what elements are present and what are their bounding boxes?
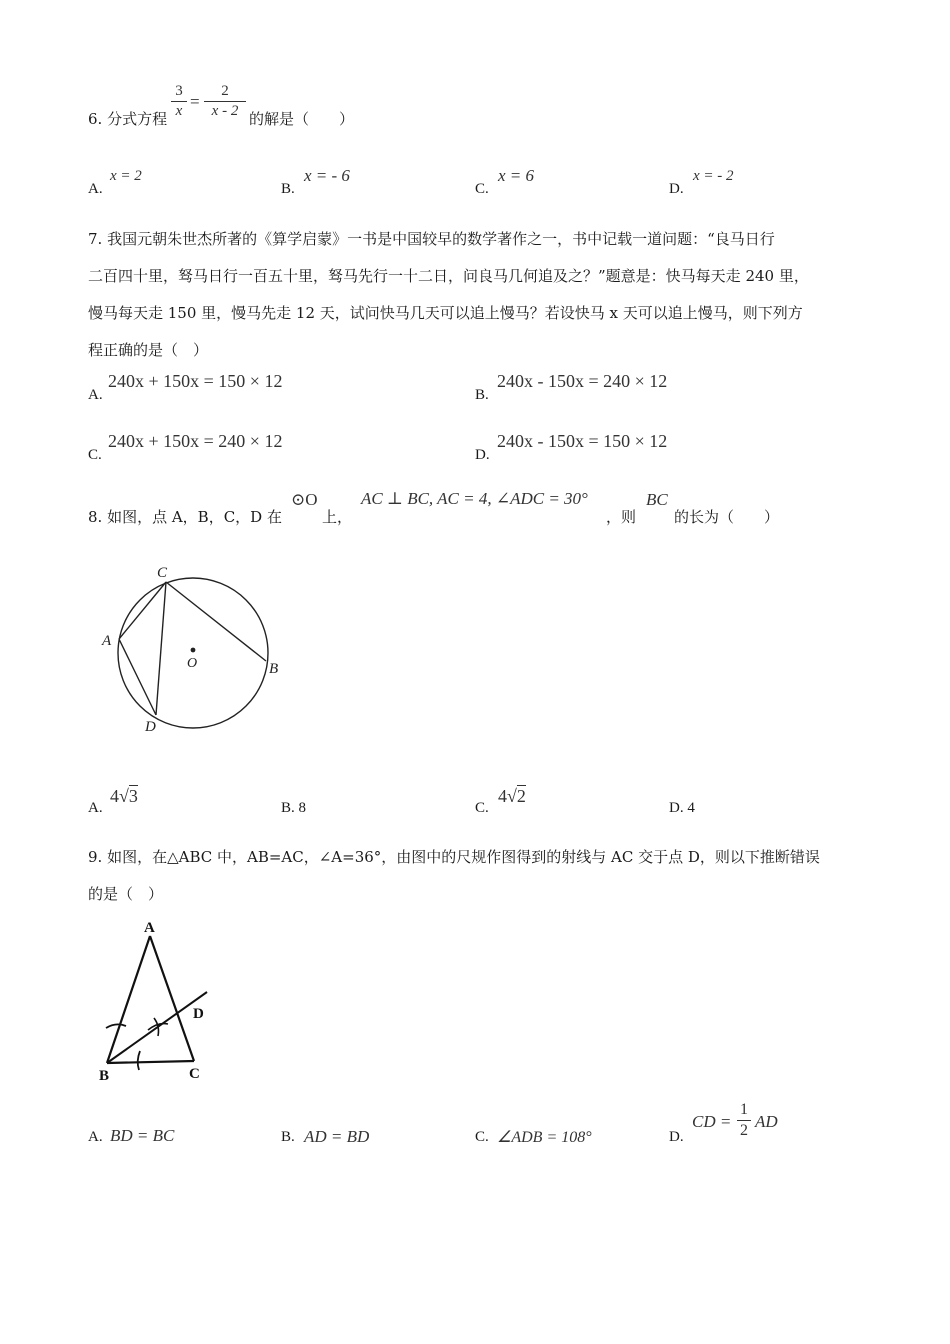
q7-option-d-expr: 240x - 150x = 150 × 12 [497,431,668,451]
q8-label-b: B [269,661,279,677]
q8-label-a: A [102,633,112,649]
q9-option-a-label: A. [88,1129,103,1145]
q7-option-b-expr: 240x - 150x = 240 × 12 [497,371,668,391]
q9-arc-mark-left [106,1024,126,1028]
q8-option-c-expr [498,786,526,807]
q6-fraction-2 [204,83,246,120]
q9-label-c: C [189,1066,200,1082]
q9-option-c-expr: ∠ADB = 108° [497,1129,592,1146]
q8-circle-o: ⊙O [291,490,318,509]
q9-option-c-label: C. [475,1129,489,1145]
q6-suffix: 的解是（ ） [249,110,355,128]
q9-label-d: D [193,1006,204,1022]
q8-option-c-coef: 4 [498,786,507,806]
q8-prefix: 8. 如图，点 A，B，C，D 在 [88,508,282,526]
q7-option-b-label: B. [475,387,489,403]
q6-fraction-1 [171,83,187,120]
q9-option-d-label: D. [669,1129,684,1145]
q9-triangle-figure [96,918,226,1088]
q6-frac1-den: x [175,103,183,119]
q8-condition: AC ⊥ BC, AC = 4, ∠ADC = 30° [361,489,588,508]
q8-label-d: D [145,719,156,735]
q7-line-2: 二百四十里，驽马日行一百五十里，驽马先行一十二日，问良马几何追及之？”题意是：快马每天走 240 里， [88,267,809,285]
q9-option-b-label: B. [281,1129,295,1145]
q8-circle-figure [98,560,298,740]
q9-option-d-rhs: AD [755,1112,778,1131]
q9-option-d-den: 2 [740,1122,748,1139]
q7-option-a-expr: 240x + 150x = 150 × 12 [108,371,283,391]
q9-label-b: B [99,1068,110,1084]
q9-option-d-fraction [737,1101,751,1140]
q9-line-1: 9. 如图，在△ABC 中，AB=AC，∠A=36°，由图中的尺规作图得到的射线与 AC 交于点 D，则以下推断错误 [88,848,820,866]
q8-segment-cd [156,582,166,715]
q9-option-b-expr: AD = BD [304,1127,370,1146]
q8-segment-cb [166,582,266,661]
q7-option-c-label: C. [88,447,102,463]
q9-segment-bc [107,1061,194,1063]
q9-segment-ab [107,936,150,1063]
q8-suffix: 的长为（ ） [674,508,780,526]
q8-label-c: C [157,565,168,581]
q8-on: 上， [322,508,353,526]
q6-frac2-num: 2 [221,83,229,99]
q8-label-o: O [187,656,198,671]
q9-segment-ac [150,936,194,1061]
q7-line-4: 程正确的是（ ） [88,341,209,359]
q7-option-d-label: D. [475,447,490,463]
q9-label-a: A [144,920,155,936]
q8-segment-ac [119,582,166,639]
q8-option-d-expr: 4 [687,800,695,816]
q8-option-c-label: C. [475,800,489,816]
q9-option-d-lhs: CD = [692,1112,732,1131]
q8-option-b-expr: 8 [298,800,307,816]
q6-frac1-num: 3 [175,83,183,99]
q8-center-dot [191,648,196,653]
q8-option-a-label: A. [88,800,103,816]
q6-equals: = [190,92,200,111]
q6-option-a-expr: x = 2 [110,168,142,184]
q6-option-b-expr: x = - 6 [304,166,350,185]
q8-option-b-label: B. 8 [281,800,307,816]
q6-option-b-label: B. [281,181,295,197]
q9-arc-mark-bottom [138,1051,140,1070]
sqrt-icon: √ [507,786,517,806]
q8-option-c-radicand: 2 [516,786,526,806]
q8-circle [118,578,268,728]
q6-prefix: 6. 分式方程 [88,110,168,128]
q9-line-2: 的是（ ） [88,885,164,903]
q6-option-c-label: C. [475,181,489,197]
q8-option-a-radicand: 3 [128,786,138,806]
q6-option-a-label: A. [88,181,103,197]
q6-frac2-den: x - 2 [211,103,239,119]
q8-option-d-label: D. 4 [669,800,695,816]
q7-line-3: 慢马每天走 150 里，慢马先走 12 天，试问快马几天可以追上慢马？若设快马 x 天可以追上慢马，则下列方 [88,304,803,322]
sqrt-icon: √ [119,786,129,806]
q6-option-c-expr: x = 6 [498,166,535,185]
q9-option-a-expr: BD = BC [110,1126,175,1145]
q8-option-a-coef: 4 [110,786,119,806]
q8-bc: BC [646,490,668,509]
q9-option-d-num: 1 [740,1101,748,1118]
q8-then: ，则 [606,508,637,526]
q6-option-d-label: D. [669,181,684,197]
q6-option-d-expr: x = - 2 [693,168,734,184]
q7-line-1: 7. 我国元朝朱世杰所著的《算学启蒙》一书是中国较早的数学著作之一，书中记载一道问题：“良马日行 [88,230,775,248]
q7-option-c-expr: 240x + 150x = 240 × 12 [108,431,283,451]
q8-option-a-expr [110,786,138,807]
q7-option-a-label: A. [88,387,103,403]
